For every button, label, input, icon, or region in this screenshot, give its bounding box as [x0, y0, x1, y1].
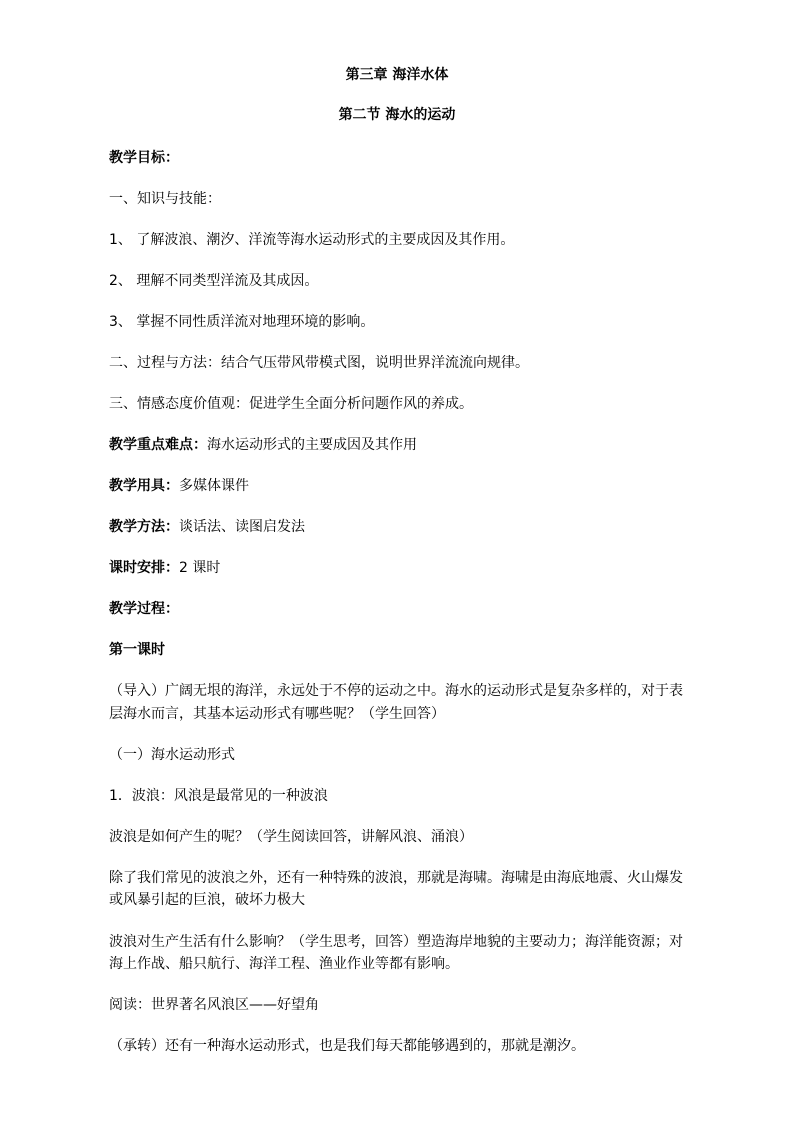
attitude-values: 三、情感态度价值观：促进学生全面分析问题作风的养成。: [109, 396, 473, 412]
chapter-title: 第三章 海洋水体: [345, 67, 449, 83]
intro-line-1: （导入）广阔无垠的海洋，永远处于不停的运动之中。海水的运动形式是复杂多样的，对于表: [109, 683, 683, 699]
tsunami-line-2: 或风暴引起的巨浪，破坏力极大: [109, 892, 305, 908]
process-method: 二、过程与方法：结合气压带风带模式图，说明世界洋流流向规律。: [109, 355, 529, 371]
key-points: [109, 434, 714, 456]
intro-line-2: 层海水而言，其基本运动形式有哪些呢？（学生回答）: [109, 706, 445, 722]
objectives-heading: 教学目标：: [109, 150, 179, 166]
reading-note: 阅读：世界著名风浪区——好望角: [109, 997, 319, 1013]
section-title: 第二节 海水的运动: [338, 107, 456, 123]
tsunami-line-1: 除了我们常见的波浪之外，还有一种特殊的波浪，那就是海啸。海啸是由海底地震、火山爆发: [109, 870, 683, 886]
schedule: [109, 557, 714, 579]
tools: [109, 475, 714, 497]
wave-question: 波浪是如何产生的呢？（学生阅读回答，讲解风浪、涌浪）: [109, 829, 473, 845]
lesson1-heading: 第一课时: [109, 642, 165, 658]
tools-value: 多媒体课件: [179, 478, 249, 494]
process-heading: 教学过程：: [109, 601, 179, 617]
key-points-label: 教学重点难点：: [109, 437, 207, 453]
methods: [109, 516, 714, 538]
objective-item-1: 1、 了解波浪、潮汐、洋流等海水运动形式的主要成因及其作用。: [109, 232, 515, 248]
impact-line-1: 波浪对生产生活有什么影响？（学生思考，回答）塑造海岸地貌的主要动力；海洋能资源；对: [109, 934, 683, 950]
methods-value: 谈话法、读图启发法: [179, 519, 305, 535]
impact-line-2: 海上作战、船只航行、海洋工程、渔业作业等都有影响。: [109, 956, 459, 972]
objective-item-3: 3、 掌握不同性质洋流对地理环境的影响。: [109, 314, 375, 330]
schedule-label: 课时安排：: [109, 560, 179, 576]
key-points-value: 海水运动形式的主要成因及其作用: [207, 437, 417, 453]
methods-label: 教学方法：: [109, 519, 179, 535]
tools-label: 教学用具：: [109, 478, 179, 494]
schedule-value: 2 课时: [179, 560, 221, 576]
transition-note: （承转）还有一种海水运动形式，也是我们每天都能够遇到的，那就是潮汐。: [109, 1038, 585, 1054]
knowledge-heading: 一、知识与技能：: [109, 191, 221, 207]
wave-item: 1．波浪：风浪是最常见的一种波浪: [109, 788, 328, 804]
objective-item-2: 2、 理解不同类型洋流及其成因。: [109, 273, 319, 289]
section1-heading: （一）海水运动形式: [109, 747, 235, 763]
